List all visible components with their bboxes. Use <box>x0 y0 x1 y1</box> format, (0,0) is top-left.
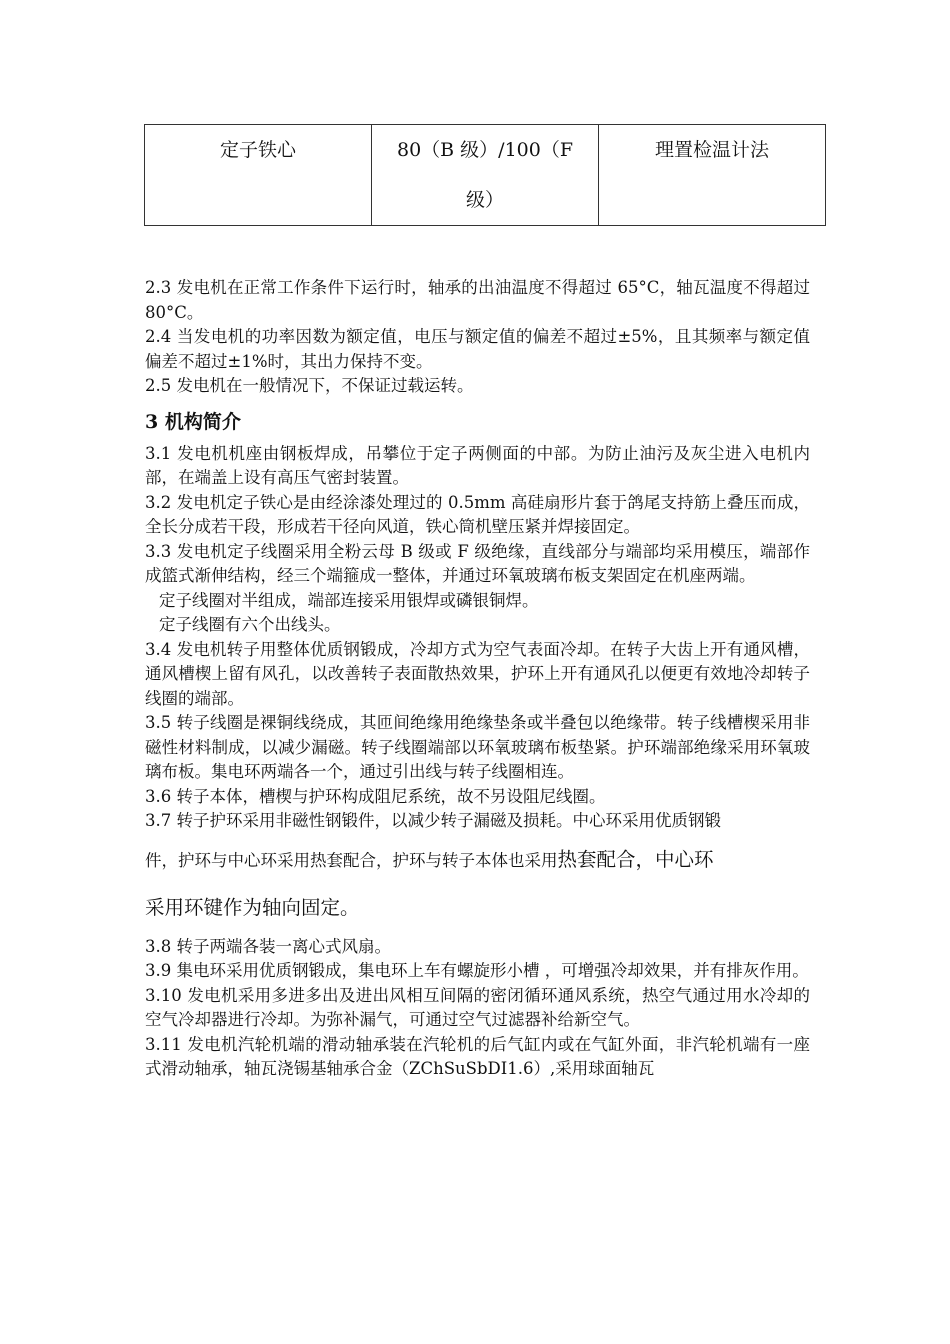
table-cell-temperature: 80（B 级）/100（F 级） <box>372 125 599 226</box>
paragraph-3-6: 3.6 转子本体，槽楔与护环构成阻尼系统，故不另设阻尼线圈。 <box>145 786 606 806</box>
paragraph-2-5: 2.5 发电机在一般情况下，不保证过载运转。 <box>145 376 474 395</box>
paragraph-3-4: 3.4 发电机转子用整体优质钢锻成，冷却方式为空气表面冷却。在转子大齿上开有通风槽，通风槽楔上留有风孔，以改善转子表面散热效果，护环上开有通风孔以便更有效地冷却转子线圈的端部。 <box>145 639 810 708</box>
paragraph-3-7-end: 采用环键作为轴向固定。 <box>145 895 360 919</box>
paragraph-3-8: 3.8 转子两端各装一离心式风扇。 <box>145 936 391 956</box>
temperature-limit-table <box>144 124 826 226</box>
paragraph-3-3: 3.3 发电机定子线圈采用全粉云母 B 级或 F 级绝缘，直线部分与端部均采用模压，端部作成篮式渐伸结构，经三个端箍成一整体，并通过环氧玻璃布板支架固定在机座两端。 <box>145 541 810 585</box>
paragraph-2-3: 2.3 发电机在正常工作条件下运行时，轴承的出油温度不得超过 65°C，轴瓦温度不得超过 80°C。 <box>145 278 810 322</box>
section-heading: 3 机构简介 <box>145 410 241 433</box>
table-cell-component: 定子铁心 <box>145 125 372 226</box>
paragraph-3-7-cont <box>145 848 810 873</box>
paragraph-3-5: 3.5 转子线圈是裸铜线绕成，其匝间绝缘用绝缘垫条或半叠包以绝缘带。转子线槽楔采用非磁性材料制成，以减少漏磁。转子线圈端部以环氧玻璃布板垫紧。护环端部绝缘采用环氧玻璃布板。集电环两端各一个，通过引出线与转子线圈相连。 <box>145 713 810 781</box>
paragraph-3-7-cont-small: 件，护环与中心环采用热套配合，护环与转子本体也采用 <box>145 850 558 870</box>
paragraph-2-4: 2.4 当发电机的功率因数为额定值，电压与额定值的偏差不超过±5%，且其频率与额定值偏差不超过±1%时，其出力保持不变。 <box>145 327 810 371</box>
paragraph-3-9: 3.9 集电环采用优质钢锻成，集电环上车有螺旋形小槽 ，可增强冷却效果，并有排灰作用。 <box>145 961 809 980</box>
body-text <box>145 276 810 1082</box>
paragraph-3-3-a: 定子线圈对半组成，端部连接采用银焊或磷银铜焊。 <box>159 590 539 610</box>
paragraph-3-11: 3.11 发电机汽轮机端的滑动轴承装在汽轮机的后气缸内或在气缸外面，非汽轮机端有一座式滑动轴承，轴瓦浇锡基轴承合金（ZChSuSbDI1.6）,采用球面轴瓦 <box>145 1034 810 1078</box>
paragraph-3-7-cont-large: 热套配合，中心环 <box>557 847 714 871</box>
paragraph-3-2: 3.2 发电机定子铁心是由经涂漆处理过的 0.5mm 高硅扇形片套于鸽尾支持筋上叠压而成，全长分成若干段，形成若干径向风道，铁心筒机壁压紧并焊接固定。 <box>145 492 810 536</box>
table-cell-method: 理置检温计法 <box>599 125 826 226</box>
paragraph-3-10: 3.10 发电机采用多进多出及进出风相互间隔的密闭循环通风系统，热空气通过用水冷却的空气冷却器进行冷却。为弥补漏气，可通过空气过滤器补给新空气。 <box>145 985 810 1029</box>
paragraph-3-1: 3.1 发电机机座由钢板焊成，吊攀位于定子两侧面的中部。为防止油污及灰尘进入电机内部，在端盖上设有高压气密封装置。 <box>145 443 810 487</box>
paragraph-3-3-b: 定子线圈有六个出线头。 <box>159 615 341 634</box>
paragraph-3-7: 3.7 转子护环采用非磁性钢锻件，以减少转子漏磁及损耗。中心环采用优质钢锻 <box>145 811 721 830</box>
table-row <box>145 125 826 226</box>
